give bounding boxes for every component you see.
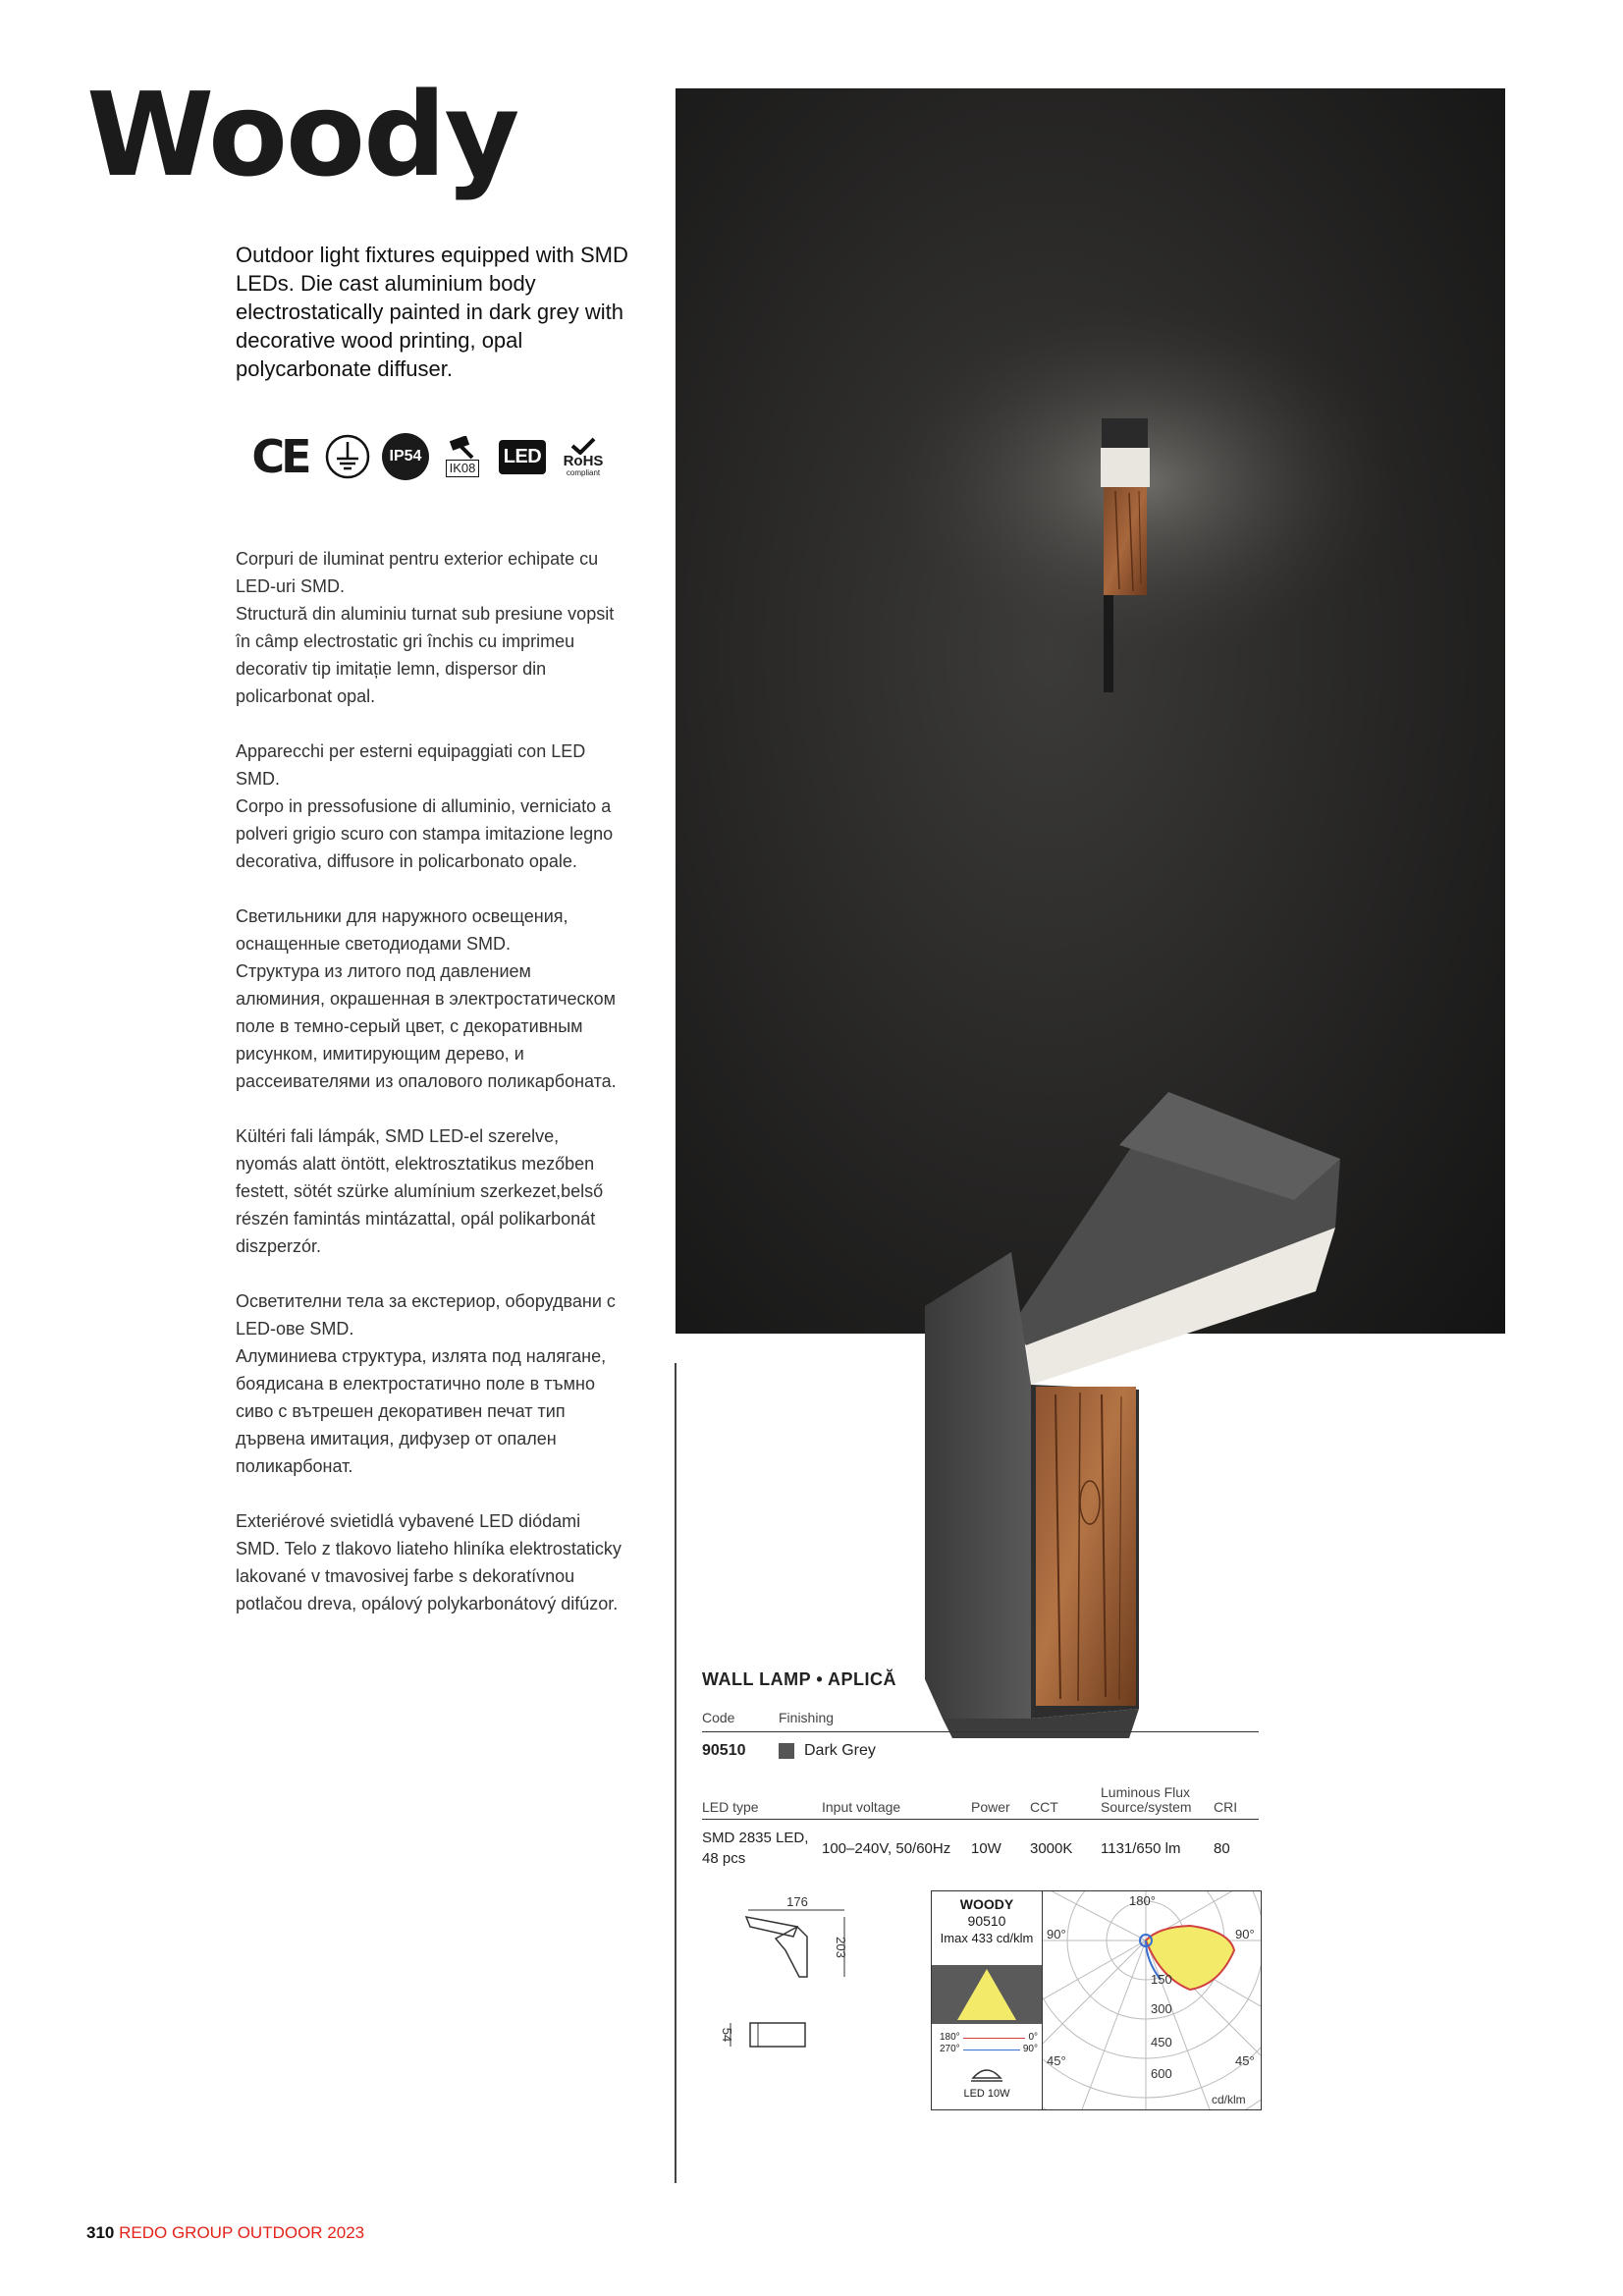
finish-name: Dark Grey: [804, 1742, 876, 1759]
angle-90-left-label: 90°: [1047, 1927, 1066, 1941]
ring-600-label: 600: [1151, 2066, 1172, 2081]
input-voltage-header: Input voltage: [822, 1799, 901, 1815]
cct-value: 3000K: [1030, 1839, 1073, 1857]
ring-300-label: 300: [1151, 2001, 1172, 2016]
certification-icons: [245, 429, 609, 484]
flux-value: 1131/650 lm: [1101, 1839, 1181, 1857]
cct-header: CCT: [1030, 1799, 1058, 1815]
ce-mark-icon: CE: [251, 430, 308, 483]
ring-150-label: 150: [1151, 1972, 1172, 1987]
section-title: WALL LAMP • APLICĂ: [702, 1669, 896, 1689]
ik-rating-icon: IK08: [438, 432, 487, 481]
description-ru: Светильники для наружного освещения, оснащенные светодиодами SMD. Структура из литого под давлением алюминия, окрашенная в электростатическом поле в темно-серый цвет, с декоративным рисунком, имитирующим дерево, и рассеивателями из опалового поликарбоната.: [236, 906, 617, 1091]
product-code: 90510: [702, 1742, 746, 1759]
spec-table: [702, 1669, 1262, 1869]
ring-450-label: 450: [1151, 2035, 1172, 2050]
power-header: Power: [971, 1799, 1010, 1815]
rohs-icon: RoHS compliant: [558, 432, 609, 481]
description-it: Apparecchi per esterni equipaggiati con LED SMD. Corpo in pressofusione di alluminio, verniciato a polveri grigio scuro con stampa imitazione legno decorativa, diffusore in policarbonato opale.: [236, 741, 614, 871]
photometric-diagram: WOODY 90510 Imax 433 cd/klm 180° 0° 270° 90° LED 10W 180° 90° 90° 45° 45° 150 300 450 600 cd/klm: [931, 1890, 1262, 2110]
code-header: Code: [702, 1710, 735, 1725]
page-title: Woody: [86, 67, 518, 202]
dimension-depth: 54: [720, 2027, 734, 2043]
dimension-drawing: [699, 1893, 871, 2060]
page-footer: [86, 2223, 364, 2243]
led-type-header: LED type: [702, 1799, 759, 1815]
flux-header: Luminous Flux Source/system: [1101, 1784, 1192, 1815]
lamp-label: LED 10W: [963, 2088, 1010, 2100]
ip-rating-badge: IP54: [381, 432, 430, 481]
description-sk: Exteriérové svietidlá vybavené LED diódami SMD. Telo z tlakovo liateho hliníka elektrostaticky lakované v tmavosivej farbe s dekoratívnou potlačou dreva, opálový polykarbonátový difúzor.: [236, 1511, 622, 1613]
description-bg: Осветителни тела за екстериор, оборудвани с LED-ове SMD. Алуминиева структура, излята под налягане, боядисана в електростатично поле в тъмно сиво с вътрешен декоративен печат тип дървена имитация, дифузер от опален поликарбонат.: [236, 1291, 616, 1476]
angle-45-right-label: 45°: [1235, 2053, 1255, 2068]
input-voltage-value: 100–240V, 50/60Hz: [822, 1839, 951, 1857]
finish-swatch: [779, 1743, 794, 1759]
angle-180-label: 180°: [1129, 1893, 1156, 1908]
finishing-header: Finishing: [779, 1710, 835, 1725]
earth-ground-icon: [322, 432, 373, 481]
power-value: 10W: [971, 1839, 1001, 1857]
angle-90-right-label: 90°: [1235, 1927, 1255, 1941]
multilingual-descriptions: [236, 545, 623, 1645]
angle-45-left-label: 45°: [1047, 2053, 1066, 2068]
intro-text: Outdoor light fixtures equipped with SMD LEDs. Die cast aluminium body electrostatically painted in dark grey with decorative wood printing, opal polycarbonate diffuser.: [236, 243, 628, 381]
photometry-imax: Imax 433 cd/klm: [940, 1931, 1034, 1945]
cri-value: 80: [1214, 1839, 1230, 1857]
photometry-name: WOODY: [959, 1896, 1014, 1912]
product-image: [933, 1090, 1168, 1738]
photometry-code: 90510: [967, 1913, 1006, 1929]
catalog-title: REDO GROUP OUTDOOR 2023: [119, 2223, 365, 2242]
dimension-height: 203: [834, 1937, 848, 1958]
description-hu: Kültéri fali lámpák, SMD LED-el szerelve, nyomás alatt öntött, elektrosztatikus mezőben festett, sötét szürke alumínium szerkezet,belső részén famintás mintázattal, opál polikarbonát diszperzór.: [236, 1126, 604, 1256]
led-type-value: SMD 2835 LED, 48 pcs: [702, 1830, 809, 1867]
unit-label: cd/klm: [1212, 2093, 1246, 2106]
cri-header: CRI: [1214, 1799, 1238, 1815]
led-icon: LED: [495, 432, 550, 481]
lamp-icon: [967, 2064, 1006, 2087]
page-number: 310: [86, 2223, 115, 2242]
dimension-width: 176: [786, 1894, 808, 1909]
beam-icon: [932, 1965, 1042, 2024]
vertical-divider: [675, 1363, 676, 2183]
description-ro: Corpuri de iluminat pentru exterior echipate cu LED-uri SMD. Structură din aluminiu turnat sub presiune vopsit în câmp electrostatic gri închis cu imprimeu decorativ tip imitație lemn, dispersor din policarbonat opal.: [236, 549, 615, 706]
